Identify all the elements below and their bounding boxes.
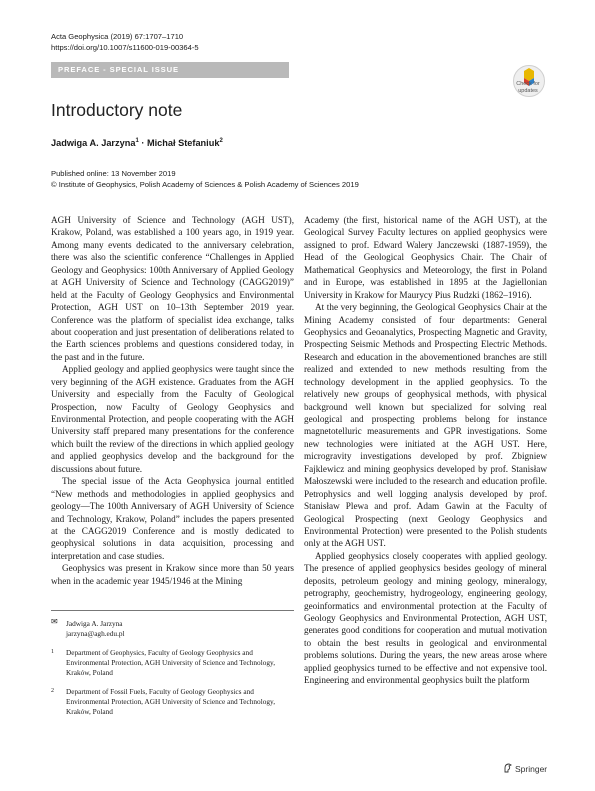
springer-horse-icon	[503, 763, 512, 773]
author-list	[51, 138, 223, 148]
publisher-name: Springer	[515, 764, 548, 774]
paragraph: Academy (the first, historical name of the AGH UST), at the Geological Survey Faculty lectures on applied geophysics were assigned to prof. Edward Walery Janczewski (1887-1959), the Head of the Geological Geophysics Chair. The Chair of Mathematical Geophysics and Meteorology, the first in Poland and in Europe, was established in 1895 at the Jagiellonian University in Krakow for Maurycy Pius Rudzki (1862–1916).	[304, 215, 547, 300]
doi-link[interactable]: https://doi.org/10.1007/s11600-019-00364-5	[51, 43, 199, 52]
article-type-banner: PREFACE - SPECIAL ISSUE	[51, 62, 289, 78]
affiliation-marker: 1	[135, 138, 139, 144]
affiliation-number: 2	[51, 688, 54, 694]
paragraph: Applied geology and applied geophysics were taught since the very beginning of the AGH existence. Graduates from the AGH University and especially from the Faculty of Geological Prospection, now Faculty of Geology Geophysics and Environmental Protection, and people cooperating with the AGH University staff prepared many presentations for the conference which built the review of the directions in which applied geology and applied geophysics develop and the background for the discussions about future.	[51, 364, 294, 474]
corresponding-author-note	[51, 619, 294, 639]
author-name[interactable]: Jadwiga A. Jarzyna	[51, 138, 136, 149]
body-column-left	[51, 214, 294, 587]
paragraph: The special issue of the Acta Geophysica journal entitled “New methods and methodologies in applied geophysics and geology—The 100th Anniversary of AGH University of Science and Technology, Krakow, Poland” includes the papers presented at the CAGG2019 Conference and is mostly dedicated to geophysical solutions in data acquisition, processing and interpretation and case studies.	[51, 476, 294, 561]
paragraph: Geophysics was present in Krakow since more than 50 years when in the academic year 1945/1946 at the Mining	[51, 563, 294, 586]
journal-header	[51, 31, 199, 53]
published-date: Published online: 13 November 2019	[51, 169, 176, 178]
footnote-divider	[51, 610, 294, 611]
publisher-logo	[503, 763, 547, 774]
author-separator: ·	[138, 138, 147, 149]
body-column-right	[304, 214, 547, 687]
footnotes	[51, 619, 294, 726]
affiliation-text: Department of Fossil Fuels, Faculty of Geology Geophysics and Environmental Protection, AGH University of Science and Technology, Kraków, Poland	[66, 687, 276, 716]
paragraph: At the very beginning, the Geological Geophysics Chair at the Mining Academy consisted of four departments: General Geophysics and Geoanalytics, Prospecting Magnetic and Gravity, Prospecting Seismic Methods and Prospecting Electric Methods. Research and education in the abovementioned branches are still realized and extended to new methods resulting from the technology development in the applied geophysics. To the relatively new groups of geophysical methods, with physical background well known but specialized for solving real geological and prospecting problems belong for instance magnetotelluric measurements and GPR investigations. Some new technologies were initiated at the AGH UST. Here, microgravity investigations developed by prof. Zbigniew Fajklewicz and mining geophysics developed by prof. Stanisław Małoszewski were included to the research and education profile. Petrophysics and well logging analysis developed by prof. Stanisław Plewa and prof. Adam Gawin at the Faculty of Geological Prospecting (next Geology Geophysics and Environmental Protection) were presented to the Polish students only at the AGH UST.	[304, 302, 547, 549]
affiliation-note	[51, 648, 294, 678]
envelope-icon: ✉	[51, 617, 58, 626]
crossmark-line-1: Check for	[516, 81, 540, 87]
affiliation-marker: 2	[219, 138, 223, 144]
article-title: Introductory note	[51, 100, 183, 120]
crossmark-line-2: updates	[518, 87, 538, 94]
paragraph: Applied geophysics closely cooperates with applied geology. The presence of applied geophysics besides geology of mineral deposits, petroleum geology and mining geology, mineralogy, petrography, geochemistry, hydrogeology, engineering geology, geoinformatics and environmental protection at the Faculty of Geology Geophysics and Environmental Protection, AGH UST, generates good conditions for cooperation and mutual motivation to obtain the best results in geological and environmental problems solutions. During the years, the new areas arose where applied geophysics turned to be effective and not expensive tool. Engineering and environmental geophysics built the platform	[304, 550, 547, 686]
publication-meta	[51, 168, 359, 190]
affiliation-text: Department of Geophysics, Faculty of Geology Geophysics and Environmental Protection, AGH University of Science and Technology, Kraków, Poland	[66, 648, 276, 677]
corresponding-author-name: Jadwiga A. Jarzyna	[66, 619, 123, 628]
journal-citation: Acta Geophysica (2019) 67:1707–1710	[51, 32, 184, 41]
corresponding-author-email[interactable]: jarzyna@agh.edu.pl	[66, 629, 125, 638]
affiliation-number: 1	[51, 649, 54, 655]
paragraph: AGH University of Science and Technology (AGH UST), Krakow, Poland, was established a 100 years ago, in 1919 year. Among many events dedicated to the anniversary celebration, there was also the scientific conference “Challenges in Applied Geology and Geophysics: 100th Anniversary of Applied Geology at AGH University of Science and Technology (CAGG2019)” held at the Faculty of Geology Geophysics and Environmental Protection, AGH UST on 10–13th September 2019 year. Conference was the platform of specialist idea exchange, talks about cooperation and just presentation of deliberations related to the Earth sciences problems and questions considered today, in the past and in the future.	[51, 215, 294, 362]
author-name[interactable]: Michał Stefaniuk	[146, 138, 220, 149]
affiliation-note	[51, 687, 294, 717]
copyright-line: © Institute of Geophysics, Polish Academy of Sciences & Polish Academy of Sciences 2019	[51, 180, 359, 189]
crossmark-label	[506, 81, 550, 94]
